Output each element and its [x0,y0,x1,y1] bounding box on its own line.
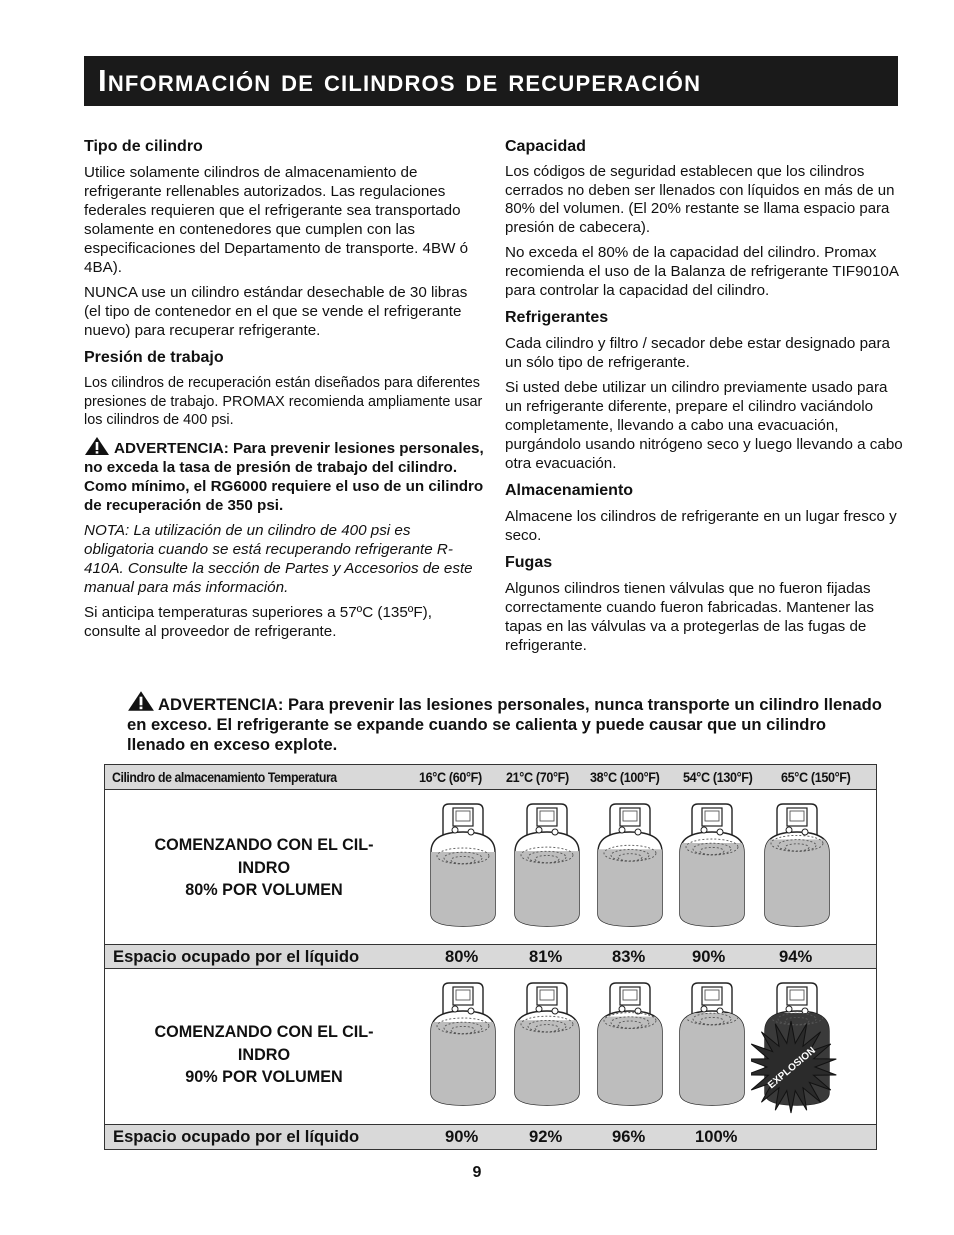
panel-90-percent [105,969,876,1125]
table-header-label: Cilindro de almacenamiento Temperatura [112,769,337,785]
start-label-90 [105,1021,423,1089]
page-title-bar [84,56,898,106]
capacidad-paragraph-1: Los códigos de seguridad establecen que los cilindros cerrados no deben ser llenados con líquidos en más de un 80% del volumen. (El 20% restante se llama espacio para presión de cabecera). [505,163,895,236]
value-90-21c: 92% [529,1127,563,1146]
liquid-space-row-90 [105,1124,876,1149]
refrigerantes-heading: Refrigerantes [505,309,609,326]
value-90-54c: 100% [695,1127,738,1146]
start-label-90-line2: INDRO [237,1045,291,1064]
left-column [84,137,484,647]
cylinder-80-3 [666,800,758,936]
liquid-space-row-80 [105,944,876,969]
cylinder-90-2 [584,979,676,1115]
start-label-90-line3: 90% POR VOLUMEN [185,1068,343,1086]
almacenamiento-paragraph: Almacene los cilindros de refrigerante en un lugar fresco y seco. [505,508,897,544]
page-title: Información de cilindros de recuperación [98,63,702,98]
temp-54c: 54°C (130°F) [683,769,753,785]
right-column [505,137,905,661]
value-90-16c: 90% [445,1127,479,1146]
capacidad-paragraph-2: No exceda el 80% de la capacidad del cilindro. Promax recomienda el uso de la Balanza de refrigerante TIF9010A para controlar la capacidad del cilindro. [505,244,899,299]
value-80-65c: 94% [779,947,813,966]
cylinder-90-1 [501,979,593,1115]
start-label-80-line1: COMENZANDO CON EL CIL- [154,836,374,854]
value-90-38c: 96% [612,1127,646,1146]
cylinder-80-0 [417,800,509,936]
value-80-16c: 80% [445,947,479,966]
capacidad-heading: Capacidad [505,138,586,155]
start-label-90-line1: COMENZANDO CON EL CIL- [154,1023,374,1041]
almacenamiento-heading: Almacenamiento [505,482,634,499]
start-label-80-line2: INDRO [237,858,291,877]
cylinder-80-2 [584,800,676,936]
temp-65c: 65°C (150°F) [781,769,851,785]
page-number: 9 [472,1164,482,1181]
cylinder-fill-table [104,764,877,1150]
start-label-80 [105,834,423,902]
temp-38c: 38°C (100°F) [590,769,660,785]
refrigerantes-paragraph-1: Cada cilindro y filtro / secador debe estar designado para un sólo tipo de refrigerante. [505,335,890,371]
pressure-warning-text: ADVERTENCIA: Para prevenir lesiones personales, no exceda la tasa de presión de trabajo del cilindro. Como mínimo, el RG6000 requiere el uso de un cilindro de recuperación de 350 psi. [84,439,484,514]
presion-paragraph: Los cilindros de recuperación están diseñados para diferentes presiones de trabajo. PROMAX recomienda ampliamente usar los cilindros de 400 psi. [84,375,483,428]
value-80-54c: 90% [692,947,726,966]
refrigerantes-paragraph-2: Si usted debe utilizar un cilindro previamente usado para un refrigerante diferente, prepare el cilindro vaciándolo completamente, llevando a cabo una evacuación, purgándolo usando nitrógeno seco y luego llevando a cabo otra evacuación. [505,379,903,472]
presion-heading: Presión de trabajo [84,349,224,366]
tipo-heading: Tipo de cilindro [84,138,203,155]
table-header [105,765,876,790]
panel-80-percent [105,790,876,945]
fugas-heading: Fugas [505,554,553,571]
explosion-label: EXPLOSION [766,1045,818,1092]
tipo-paragraph-1: Utilice solamente cilindros de almacenamiento de refrigerante rellenables autorizados. Las regulaciones federales requieren que el refrigerante sea transportado solamente en contenedores que cumplen con las especificaciones del Departamento de transporte. 4BW ó 4BA). [84,164,469,276]
liquid-space-label: Espacio ocupado por el líquido [113,947,360,966]
tipo-paragraph-2: NUNCA use un cilindro estándar desechable de 30 libras (el tipo de contenedor en el que se vende el refrigerante nuevo) para recuperar refrigerante. [84,284,468,339]
cylinder-90-3 [666,979,758,1115]
cylinder-80-4 [751,800,843,936]
temp-21c: 21°C (70°F) [506,769,569,785]
warning-icon [127,690,155,712]
warning-icon [84,436,110,456]
cylinder-90-0 [417,979,509,1115]
cylinder-80-1 [501,800,593,936]
r410a-note: NOTA: La utilización de un cilindro de 400 psi es obligatoria cuando se está recuperando refrigerante R-410A. Consulte la sección de Partes y Accesorios de este manual para más información. [84,521,473,596]
pressure-warning [84,436,484,515]
cylinder-90-4 [751,979,843,1115]
temp-16c: 16°C (60°F) [419,769,482,785]
value-80-38c: 83% [612,947,646,966]
fugas-paragraph: Algunos cilindros tienen válvulas que no fueron fijadas correctamente cuando fueron fabricadas. Mantener las tapas en las válvulas va a protegerlas de las fugas de refrigerante. [505,580,874,654]
temperature-paragraph: Si anticipa temperaturas superiores a 57ºC (135ºF), consulte al proveedor de refrigerante. [84,603,432,640]
transport-warning-text: ADVERTENCIA: Para prevenir las lesiones personales, nunca transporte un cilindro llenado en exceso. El refrigerante se expande cuando se calienta y puede causar que un cilindro llenado en exceso explote. [127,695,882,754]
liquid-space-label: Espacio ocupado por el líquido [113,1127,360,1146]
value-80-21c: 81% [529,947,563,966]
start-label-80-line3: 80% POR VOLUMEN [185,881,343,899]
transport-warning [127,690,887,755]
